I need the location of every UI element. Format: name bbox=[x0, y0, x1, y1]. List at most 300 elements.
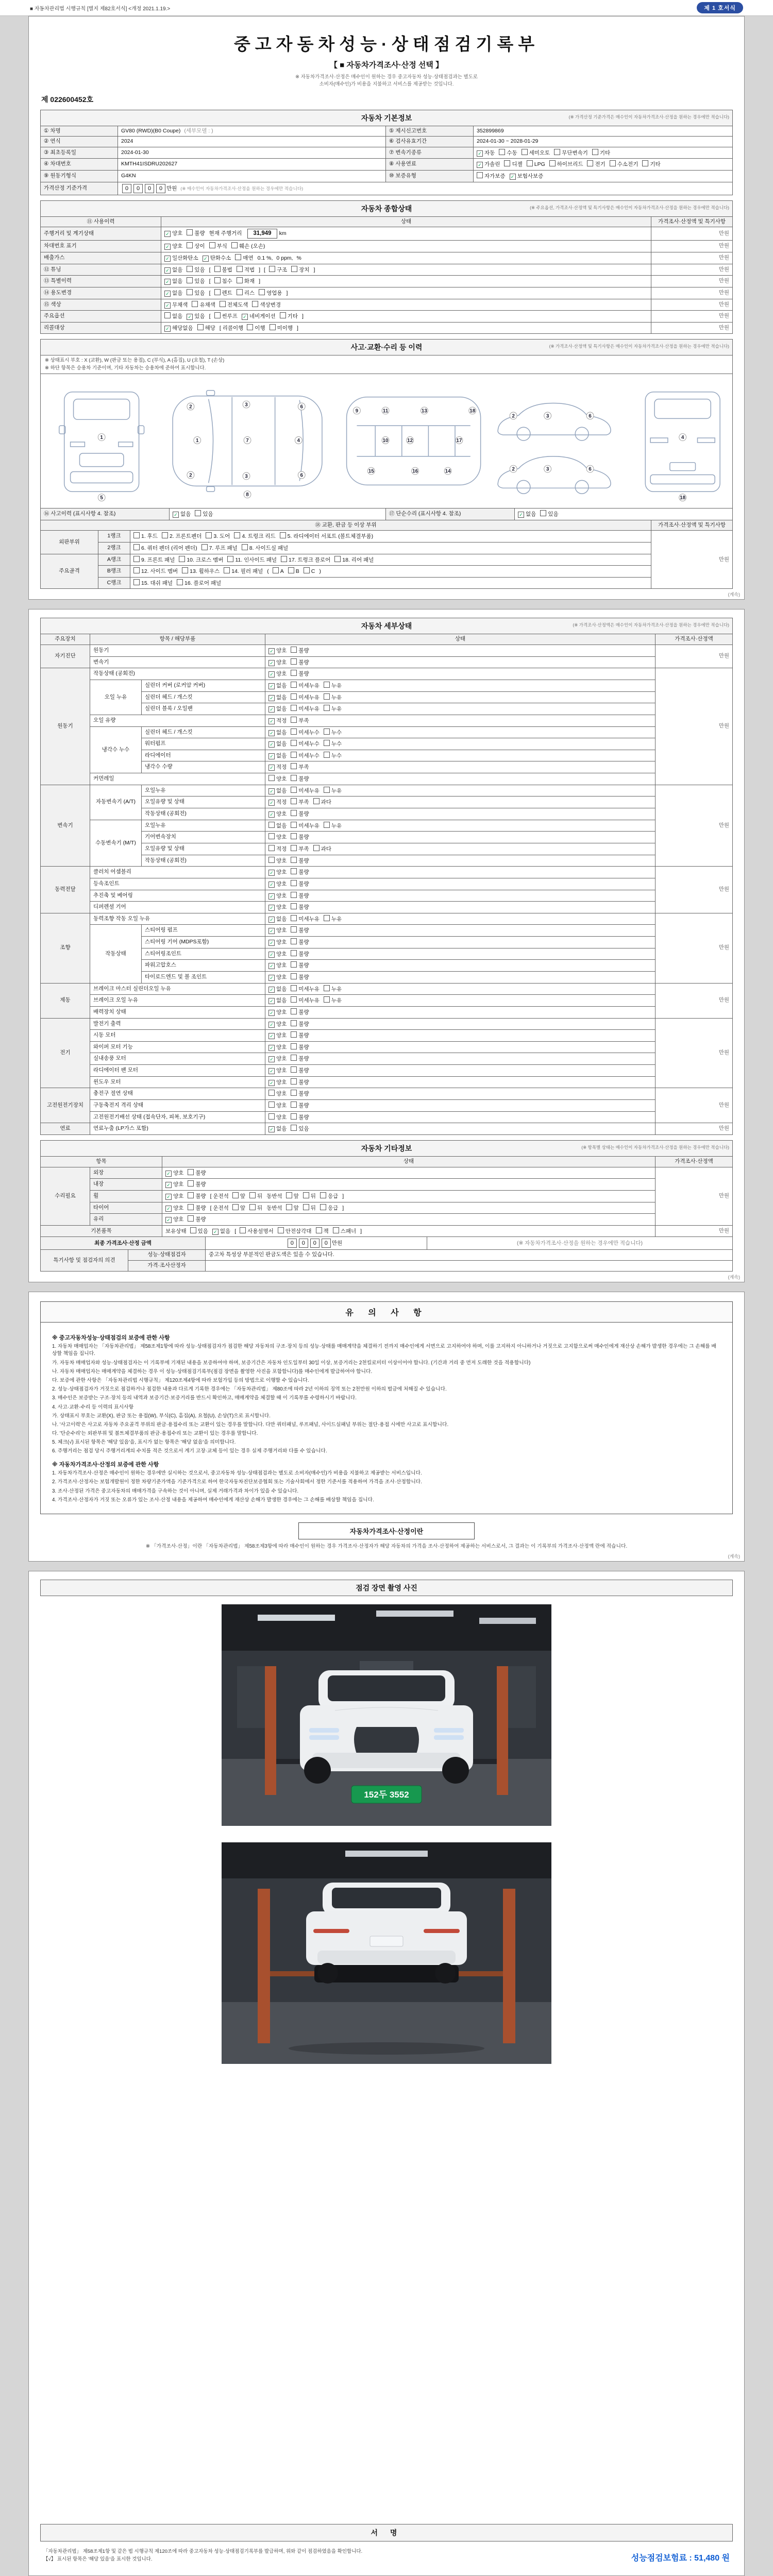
checkbox[interactable] bbox=[291, 973, 309, 981]
checkbox[interactable] bbox=[231, 242, 265, 250]
checkbox[interactable] bbox=[268, 822, 287, 830]
checkbox[interactable] bbox=[278, 1227, 312, 1235]
checkbox[interactable] bbox=[291, 1031, 309, 1040]
checkbox[interactable] bbox=[268, 1032, 287, 1040]
checkbox[interactable] bbox=[268, 1021, 287, 1028]
checkbox[interactable] bbox=[288, 567, 299, 575]
svg-text:11: 11 bbox=[382, 408, 389, 414]
checkbox-label: 10. 크로스 멤버 bbox=[187, 556, 224, 563]
checkbox-box bbox=[291, 728, 297, 735]
checkbox[interactable] bbox=[291, 693, 320, 702]
checkbox[interactable] bbox=[549, 160, 583, 168]
checkbox-label: 색상변경 bbox=[260, 301, 281, 308]
checkbox-box bbox=[291, 926, 297, 933]
checkbox[interactable] bbox=[316, 1227, 329, 1235]
checkbox[interactable] bbox=[203, 255, 231, 262]
checkbox[interactable] bbox=[227, 556, 277, 564]
checkbox[interactable] bbox=[268, 718, 287, 725]
checkbox-box bbox=[162, 532, 168, 538]
license-plate bbox=[351, 1786, 422, 1803]
cell bbox=[265, 983, 656, 995]
checkbox[interactable] bbox=[291, 658, 309, 667]
notice-item: 나. 자동차 매매업자는 매매계약을 체결하는 경우 이 성능·상태점검기록부(점검 장면을 촬영한 사진을 포함합니다)를 매수인에게 발급하여야 합니다. bbox=[52, 1368, 373, 1375]
checkbox[interactable] bbox=[291, 266, 309, 274]
checkbox[interactable] bbox=[268, 671, 287, 678]
checkbox[interactable] bbox=[220, 301, 248, 309]
document-subnote: ※ 자동차가격조사·산정은 매수인이 원하는 경우 중고자동차 성능·상태점검과는 별도로 bbox=[295, 74, 478, 80]
checkbox-box bbox=[286, 1192, 292, 1198]
checkbox[interactable] bbox=[291, 647, 309, 655]
checkbox[interactable] bbox=[188, 1215, 206, 1224]
checkbox[interactable] bbox=[268, 939, 287, 946]
checkbox[interactable] bbox=[224, 567, 263, 575]
checkbox[interactable] bbox=[268, 683, 287, 690]
checkbox[interactable] bbox=[291, 1055, 309, 1063]
checkbox-box: ✓ bbox=[268, 648, 275, 654]
checkbox[interactable] bbox=[291, 740, 320, 748]
cell: 만원 bbox=[651, 299, 733, 311]
checkbox[interactable] bbox=[324, 915, 342, 923]
checkbox[interactable] bbox=[291, 833, 309, 841]
checkbox-box: ✓ bbox=[268, 660, 275, 666]
checkbox[interactable] bbox=[291, 915, 320, 923]
checkbox[interactable] bbox=[291, 682, 320, 690]
checkbox[interactable] bbox=[324, 705, 342, 713]
checkbox[interactable] bbox=[164, 255, 198, 262]
cell: 항목 / 해당부품 bbox=[90, 634, 265, 645]
checkbox[interactable] bbox=[324, 740, 342, 748]
checkbox-label: 불량 bbox=[298, 927, 309, 934]
checkbox[interactable] bbox=[268, 706, 287, 713]
checkbox[interactable] bbox=[268, 741, 287, 748]
checkbox-label: 가솔린 bbox=[484, 161, 500, 168]
checkbox[interactable] bbox=[268, 775, 287, 783]
checkbox[interactable] bbox=[304, 567, 315, 575]
cell: 변속기 bbox=[90, 656, 265, 668]
checkbox[interactable] bbox=[270, 324, 293, 332]
checkbox[interactable] bbox=[291, 763, 309, 771]
checkbox[interactable] bbox=[286, 1192, 299, 1200]
checkbox[interactable] bbox=[164, 290, 182, 297]
checkbox[interactable] bbox=[237, 277, 255, 285]
checkbox[interactable] bbox=[197, 324, 215, 332]
text: [ bbox=[209, 266, 211, 273]
checkbox[interactable] bbox=[249, 1192, 262, 1200]
notice-item: 가. 자동차 매매업자와 성능·상태점검자는 이 기록부에 기재된 내용을 보증하여야 하며, 보증기간은 자동차 인도일부터 30일 이상, 보증거리는 2천킬로미터 이상이어야 합니다. (기간과 거리 중 먼저 도래한 것을 적용합니다) bbox=[52, 1360, 531, 1366]
checkbox[interactable] bbox=[268, 811, 287, 818]
checkbox[interactable] bbox=[212, 1228, 230, 1235]
checkbox-label: 부족 bbox=[298, 717, 309, 724]
checkbox[interactable] bbox=[291, 1008, 309, 1016]
checkbox[interactable] bbox=[286, 1204, 299, 1212]
checkbox[interactable] bbox=[133, 579, 173, 587]
checkbox[interactable] bbox=[324, 752, 342, 760]
checkbox[interactable] bbox=[291, 1020, 309, 1028]
checkbox[interactable] bbox=[268, 694, 287, 702]
checkbox[interactable] bbox=[187, 242, 205, 250]
checkbox[interactable] bbox=[162, 532, 201, 540]
checkbox[interactable] bbox=[281, 556, 330, 564]
checkbox[interactable] bbox=[291, 775, 309, 783]
checkbox[interactable] bbox=[291, 1066, 309, 1075]
checkbox[interactable] bbox=[268, 857, 287, 865]
form-table bbox=[40, 1236, 733, 1250]
text: [ bbox=[209, 313, 211, 320]
checkbox[interactable] bbox=[242, 313, 276, 320]
checkbox[interactable] bbox=[179, 556, 223, 564]
checkbox-box bbox=[477, 172, 483, 178]
checkbox[interactable] bbox=[249, 1204, 262, 1212]
checkbox-box bbox=[333, 1227, 339, 1233]
cell: 동력조향 작동 오일 누유 bbox=[90, 913, 265, 925]
checkbox[interactable] bbox=[291, 1113, 309, 1122]
section-accident-header bbox=[40, 339, 733, 355]
checkbox[interactable] bbox=[291, 717, 309, 725]
signature-title: 서 명 bbox=[40, 2524, 733, 2541]
checkbox[interactable] bbox=[268, 974, 287, 981]
checkbox[interactable] bbox=[188, 1204, 206, 1212]
checkbox[interactable] bbox=[187, 289, 205, 297]
checkbox-box bbox=[324, 915, 330, 921]
checkbox[interactable] bbox=[291, 926, 309, 935]
cell: 만원 bbox=[656, 983, 733, 1018]
checkbox[interactable] bbox=[268, 833, 287, 841]
cell: ② 연식 bbox=[41, 137, 118, 147]
checkbox-box bbox=[291, 903, 297, 909]
checkbox[interactable] bbox=[268, 986, 287, 993]
checkbox[interactable] bbox=[187, 229, 205, 238]
checkbox[interactable] bbox=[268, 764, 287, 771]
checkbox[interactable] bbox=[268, 904, 287, 911]
checkbox[interactable] bbox=[324, 996, 342, 1005]
checkbox[interactable] bbox=[214, 266, 232, 274]
cell: 수동변속기 (M/T) bbox=[90, 820, 142, 867]
checkbox[interactable] bbox=[477, 172, 506, 180]
checkbox[interactable] bbox=[268, 927, 287, 935]
checkbox[interactable] bbox=[291, 670, 309, 678]
checkbox[interactable] bbox=[324, 787, 342, 795]
checkbox[interactable] bbox=[164, 325, 193, 332]
checkbox[interactable] bbox=[268, 788, 287, 795]
checkbox-label: 양호 bbox=[276, 927, 287, 934]
table-row bbox=[41, 299, 733, 311]
checkbox[interactable] bbox=[133, 532, 158, 540]
checkbox[interactable] bbox=[587, 160, 605, 168]
cell: 유리 bbox=[90, 1214, 162, 1226]
checkbox[interactable] bbox=[165, 1170, 183, 1177]
checkbox[interactable] bbox=[268, 1009, 287, 1016]
checkbox[interactable] bbox=[252, 301, 281, 309]
checkbox[interactable] bbox=[209, 242, 227, 250]
inspection-insurance-fee bbox=[631, 2551, 730, 2563]
checkbox[interactable] bbox=[242, 544, 288, 552]
checkbox[interactable] bbox=[268, 916, 287, 923]
checkbox[interactable] bbox=[188, 1169, 206, 1177]
checkbox-box bbox=[237, 266, 243, 272]
checkbox-label: 없음 bbox=[276, 787, 287, 794]
checkbox[interactable] bbox=[527, 160, 545, 168]
checkbox[interactable] bbox=[268, 1044, 287, 1052]
cell: 휠 bbox=[90, 1190, 162, 1202]
checkbox[interactable] bbox=[214, 277, 232, 285]
checkbox-label: 미세누수 bbox=[298, 741, 320, 748]
checkbox[interactable] bbox=[477, 150, 495, 157]
table-row bbox=[41, 656, 733, 668]
cell: 차대번호 표기 bbox=[41, 241, 161, 252]
checkbox[interactable] bbox=[188, 1192, 206, 1200]
checkbox-label: 있음 bbox=[194, 278, 205, 285]
checkbox[interactable] bbox=[237, 289, 255, 297]
checkbox[interactable] bbox=[324, 985, 342, 993]
checkbox[interactable] bbox=[291, 961, 309, 970]
checkbox[interactable] bbox=[291, 1101, 309, 1110]
cell: 가격조사·산정액 및 특기사항 bbox=[651, 216, 733, 227]
checkbox[interactable] bbox=[320, 1192, 338, 1200]
checkbox-box bbox=[188, 1192, 194, 1198]
checkbox-label: 불량 bbox=[195, 1193, 206, 1199]
checkbox[interactable] bbox=[291, 728, 320, 737]
checkbox[interactable] bbox=[268, 799, 287, 806]
checkbox[interactable] bbox=[291, 938, 309, 946]
checkbox-box bbox=[303, 1192, 309, 1198]
cell bbox=[161, 311, 651, 323]
checkbox[interactable] bbox=[291, 1043, 309, 1052]
checkbox[interactable] bbox=[291, 1125, 309, 1133]
cell: 추진축 및 베어링 bbox=[90, 890, 265, 902]
checkbox-box bbox=[188, 1180, 194, 1187]
car-panel-diagram bbox=[40, 374, 733, 509]
cell: 라디에이터 팬 모터 bbox=[90, 1065, 265, 1077]
checkbox-box: ✓ bbox=[164, 231, 171, 237]
checkbox[interactable] bbox=[291, 880, 309, 888]
checkbox-box: ✓ bbox=[165, 1194, 172, 1200]
checkbox[interactable] bbox=[268, 1090, 287, 1098]
checkbox[interactable] bbox=[165, 1216, 183, 1224]
checkbox-box bbox=[268, 1113, 275, 1120]
price-definition-text: ※ 「가격조사·산정」이란 「자동차관리법」 제58조제3항에 따라 매수인이 원하는 경우 가격조사·산정자가 해당 자동차의 가격을 조사·산정하여 제공하는 서비스로서, 그 결과는 이 기록부의 가격조사·산정액 란에 적습니다. bbox=[145, 1543, 628, 1549]
checkbox[interactable] bbox=[324, 693, 342, 702]
checkbox[interactable] bbox=[268, 962, 287, 970]
checkbox[interactable] bbox=[291, 985, 320, 993]
cell: 냉각수 수량 bbox=[142, 761, 265, 773]
checkbox[interactable] bbox=[592, 149, 610, 157]
checkbox[interactable] bbox=[268, 1126, 287, 1133]
checkbox-label: 누유 bbox=[331, 682, 342, 689]
section-title: 자동차 기본정보 bbox=[361, 113, 412, 122]
checkbox[interactable] bbox=[232, 1204, 245, 1212]
checkbox[interactable] bbox=[510, 173, 544, 180]
checkbox[interactable] bbox=[214, 289, 232, 297]
cell bbox=[161, 264, 651, 276]
checkbox[interactable] bbox=[291, 787, 320, 795]
checkbox[interactable] bbox=[173, 511, 191, 518]
checkbox[interactable] bbox=[499, 149, 517, 157]
checkbox[interactable] bbox=[280, 312, 298, 320]
document-subtitle: 【 ■ 자동차가격조사·산정 선택 】 bbox=[329, 61, 444, 70]
checkbox[interactable] bbox=[268, 893, 287, 900]
checkbox[interactable] bbox=[268, 659, 287, 667]
checkbox[interactable] bbox=[268, 1113, 287, 1122]
checkbox-label: 불량 bbox=[298, 776, 309, 783]
checkbox[interactable] bbox=[234, 532, 275, 540]
checkbox[interactable] bbox=[190, 1227, 208, 1235]
checkbox[interactable] bbox=[214, 312, 238, 320]
checkbox[interactable] bbox=[324, 682, 342, 690]
checkbox[interactable] bbox=[291, 857, 309, 865]
table-row bbox=[41, 761, 733, 773]
checkbox[interactable] bbox=[188, 1180, 206, 1189]
checkbox[interactable] bbox=[291, 950, 309, 958]
checkbox-box bbox=[291, 740, 297, 746]
cell: 가격조사·산정액 및 특기사항 bbox=[651, 520, 733, 531]
checkbox[interactable] bbox=[291, 845, 309, 853]
checkbox[interactable] bbox=[232, 1192, 245, 1200]
checkbox[interactable] bbox=[268, 1079, 287, 1087]
checkbox[interactable] bbox=[182, 567, 220, 575]
checkbox[interactable] bbox=[164, 243, 182, 250]
checkbox[interactable] bbox=[291, 798, 309, 806]
checkbox[interactable] bbox=[187, 277, 205, 285]
checkbox[interactable] bbox=[235, 254, 253, 262]
checkbox-label: 누유 bbox=[331, 694, 342, 701]
checkbox[interactable] bbox=[291, 810, 309, 818]
checkbox[interactable] bbox=[291, 1090, 309, 1098]
checkbox[interactable] bbox=[333, 1227, 356, 1235]
table-row bbox=[41, 287, 733, 299]
checkbox[interactable] bbox=[280, 532, 374, 540]
cell: 작동상태 (공회전) bbox=[90, 668, 265, 680]
checkbox[interactable] bbox=[269, 266, 287, 274]
checkbox[interactable] bbox=[164, 230, 182, 238]
checkbox[interactable] bbox=[268, 730, 287, 737]
cell: 실린더 헤드 / 개스킷 bbox=[142, 691, 265, 703]
checkbox[interactable] bbox=[268, 648, 287, 655]
checkbox[interactable] bbox=[201, 544, 238, 552]
cell bbox=[265, 656, 656, 668]
checkbox[interactable] bbox=[518, 511, 536, 518]
checkbox[interactable] bbox=[313, 845, 331, 853]
checkbox-label: 없음 bbox=[172, 313, 183, 320]
checkbox[interactable] bbox=[133, 544, 197, 552]
checkbox[interactable] bbox=[334, 556, 374, 564]
cell: 스티어링 기어 (MDPS포함) bbox=[142, 937, 265, 948]
checkbox[interactable] bbox=[133, 567, 178, 575]
checkbox[interactable] bbox=[268, 997, 287, 1005]
basic-info-table bbox=[40, 126, 733, 195]
checkbox[interactable] bbox=[273, 567, 284, 575]
checkbox-box: ✓ bbox=[268, 1068, 275, 1074]
checkbox[interactable] bbox=[504, 160, 522, 168]
checkbox[interactable] bbox=[165, 1181, 183, 1189]
cell: 변속기 bbox=[41, 785, 90, 866]
checkbox[interactable] bbox=[324, 822, 342, 830]
checkbox[interactable] bbox=[522, 149, 550, 157]
checkbox[interactable] bbox=[164, 302, 188, 309]
checkbox[interactable] bbox=[177, 579, 221, 587]
checkbox[interactable] bbox=[268, 753, 287, 760]
section-photos-header bbox=[40, 1580, 733, 1596]
svg-text:8: 8 bbox=[246, 492, 249, 498]
cell bbox=[265, 843, 656, 855]
checkbox[interactable] bbox=[291, 1078, 309, 1087]
checkbox-box bbox=[268, 822, 275, 828]
checkbox[interactable] bbox=[291, 705, 320, 713]
table-row bbox=[41, 855, 733, 867]
cell: 윈도우 모터 bbox=[90, 1076, 265, 1088]
checkbox[interactable] bbox=[165, 1193, 183, 1200]
checkbox[interactable] bbox=[259, 289, 282, 297]
checkbox[interactable] bbox=[291, 822, 320, 830]
checkbox[interactable] bbox=[324, 728, 342, 737]
checkbox[interactable] bbox=[477, 161, 500, 168]
cell: 타이어 bbox=[90, 1202, 162, 1214]
checkbox-label: 리스 bbox=[244, 290, 255, 296]
checkbox[interactable] bbox=[268, 1067, 287, 1075]
checkbox[interactable] bbox=[133, 556, 175, 564]
checkbox[interactable] bbox=[268, 845, 287, 853]
checkbox[interactable] bbox=[237, 266, 255, 274]
checkbox[interactable] bbox=[164, 312, 182, 320]
cell bbox=[474, 159, 733, 171]
checkbox[interactable] bbox=[291, 752, 320, 760]
checkbox-box bbox=[234, 532, 240, 538]
checkbox[interactable] bbox=[268, 1101, 287, 1110]
checkbox[interactable] bbox=[313, 798, 331, 806]
checkbox[interactable] bbox=[240, 1227, 274, 1235]
checkbox[interactable] bbox=[642, 160, 660, 168]
notice-item: 다. '단순수리'는 외판부위 및 볼트체결부품의 판금·용접수리 또는 교환이 있는 경우를 말합니다. bbox=[52, 1431, 258, 1437]
checkbox[interactable] bbox=[291, 892, 309, 900]
checkbox[interactable] bbox=[303, 1192, 316, 1200]
table-row bbox=[41, 1065, 733, 1077]
digit-box: 0 bbox=[156, 184, 165, 193]
checkbox[interactable] bbox=[540, 510, 558, 518]
form-type-badge[interactable]: 제 1 호서식 bbox=[697, 2, 743, 13]
checkbox[interactable] bbox=[268, 881, 287, 888]
checkbox[interactable] bbox=[247, 324, 265, 332]
checkbox[interactable] bbox=[165, 1205, 183, 1212]
inspection-photo-front bbox=[222, 1604, 551, 1826]
checkbox-box bbox=[220, 301, 226, 307]
checkbox[interactable] bbox=[268, 951, 287, 958]
checkbox[interactable] bbox=[268, 869, 287, 876]
checkbox-label: 불량 bbox=[195, 1205, 206, 1211]
checkbox[interactable] bbox=[187, 313, 205, 320]
checkbox[interactable] bbox=[303, 1204, 316, 1212]
cell: 주요장치 bbox=[41, 634, 90, 645]
checkbox[interactable] bbox=[268, 1056, 287, 1063]
cell: 만원 bbox=[656, 1123, 733, 1135]
digit-box: 0 bbox=[299, 1239, 308, 1248]
cell: 제동 bbox=[41, 983, 90, 1018]
checkbox[interactable] bbox=[195, 510, 213, 518]
checkbox[interactable] bbox=[320, 1204, 338, 1212]
cell bbox=[265, 1041, 656, 1053]
checkbox[interactable] bbox=[554, 149, 588, 157]
checkbox[interactable] bbox=[291, 868, 309, 876]
checkbox[interactable] bbox=[187, 266, 205, 274]
checkbox[interactable] bbox=[164, 278, 182, 285]
checkbox[interactable] bbox=[192, 301, 215, 309]
notice-item: 3. 매수인은 보증받는 구조·장치 등의 내역과 보증기간·보증거리를 반드시 확인하고, 매매계약을 체결할 때 이 기록부를 수령하시기 바랍니다. bbox=[52, 1395, 357, 1401]
checkbox[interactable] bbox=[164, 267, 182, 274]
checkbox[interactable] bbox=[610, 160, 638, 168]
checkbox[interactable] bbox=[291, 996, 320, 1005]
section-title: 자동차 기타정보 bbox=[361, 1144, 412, 1153]
checkbox[interactable] bbox=[291, 903, 309, 911]
checkbox[interactable] bbox=[206, 532, 230, 540]
cell bbox=[265, 867, 656, 878]
